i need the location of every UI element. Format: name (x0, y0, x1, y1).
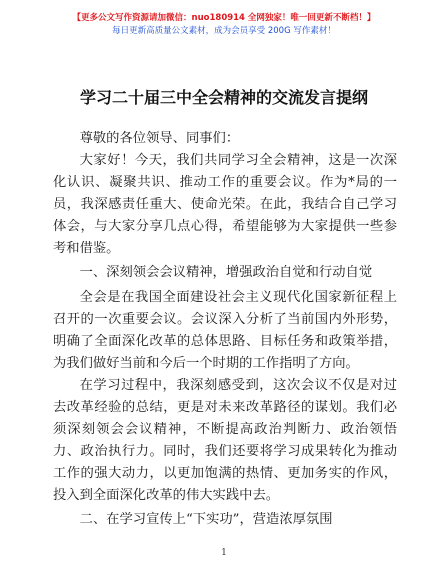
greeting: 尊敬的各位领导、同事们： (79, 131, 240, 146)
document-body (53, 128, 397, 534)
paragraph-intro: 大家好！今天，我们共同学习全会精神，这是一次深化认识、凝聚共识、推动工作的重要会议。作为*局的一员，我深感责任重大、使命光荣。在此，我结合自己学习体会，与大家分享几点心得，希望能够为大家提供一些参考和借鉴。 (53, 152, 397, 256)
promo-banner-line-2: 每日更新高质量公文素材，成为会员享受 200G 写作素材！ (112, 26, 336, 36)
page-number: 1 (221, 548, 227, 558)
document-title: 学习二十届三中全会精神的交流发言提纲 (79, 88, 368, 107)
paragraph-section-1-a: 全会是在我国全面建设社会主义现代化国家新征程上召开的一次重要会议。会议深入分析了当前国内外形势，明确了全面深化改革的总体思路、目标任务和政策举措，为我们做好当前和今后一个时期的工作指明了方向。 (53, 290, 397, 372)
promo-banner-line-1: 【更多公文写作资源请加微信：nuo180914 全网独家！唯一回更新不断档！】 (72, 13, 376, 23)
section-heading-2: 二、在学习宣传上“下实功”，营造浓厚氛围 (79, 512, 333, 528)
paragraph-section-1-b: 在学习过程中，我深刻感受到，这次会议不仅是对过去改革经验的总结，更是对未来改革路径的谋划。我们必须深刻领会会议精神，不断提高政治判断力、政治领悟力、政治执行力。同时，我们还要将学习成果转化为推动工作的强大动力，以更加饱满的热情、更加务实的作风，投入到全面深化改革的伟大实践中去。 (53, 377, 397, 503)
section-heading-1: 一、深刻领会会议精神，增强政治自觉和行动自觉 (79, 265, 373, 281)
